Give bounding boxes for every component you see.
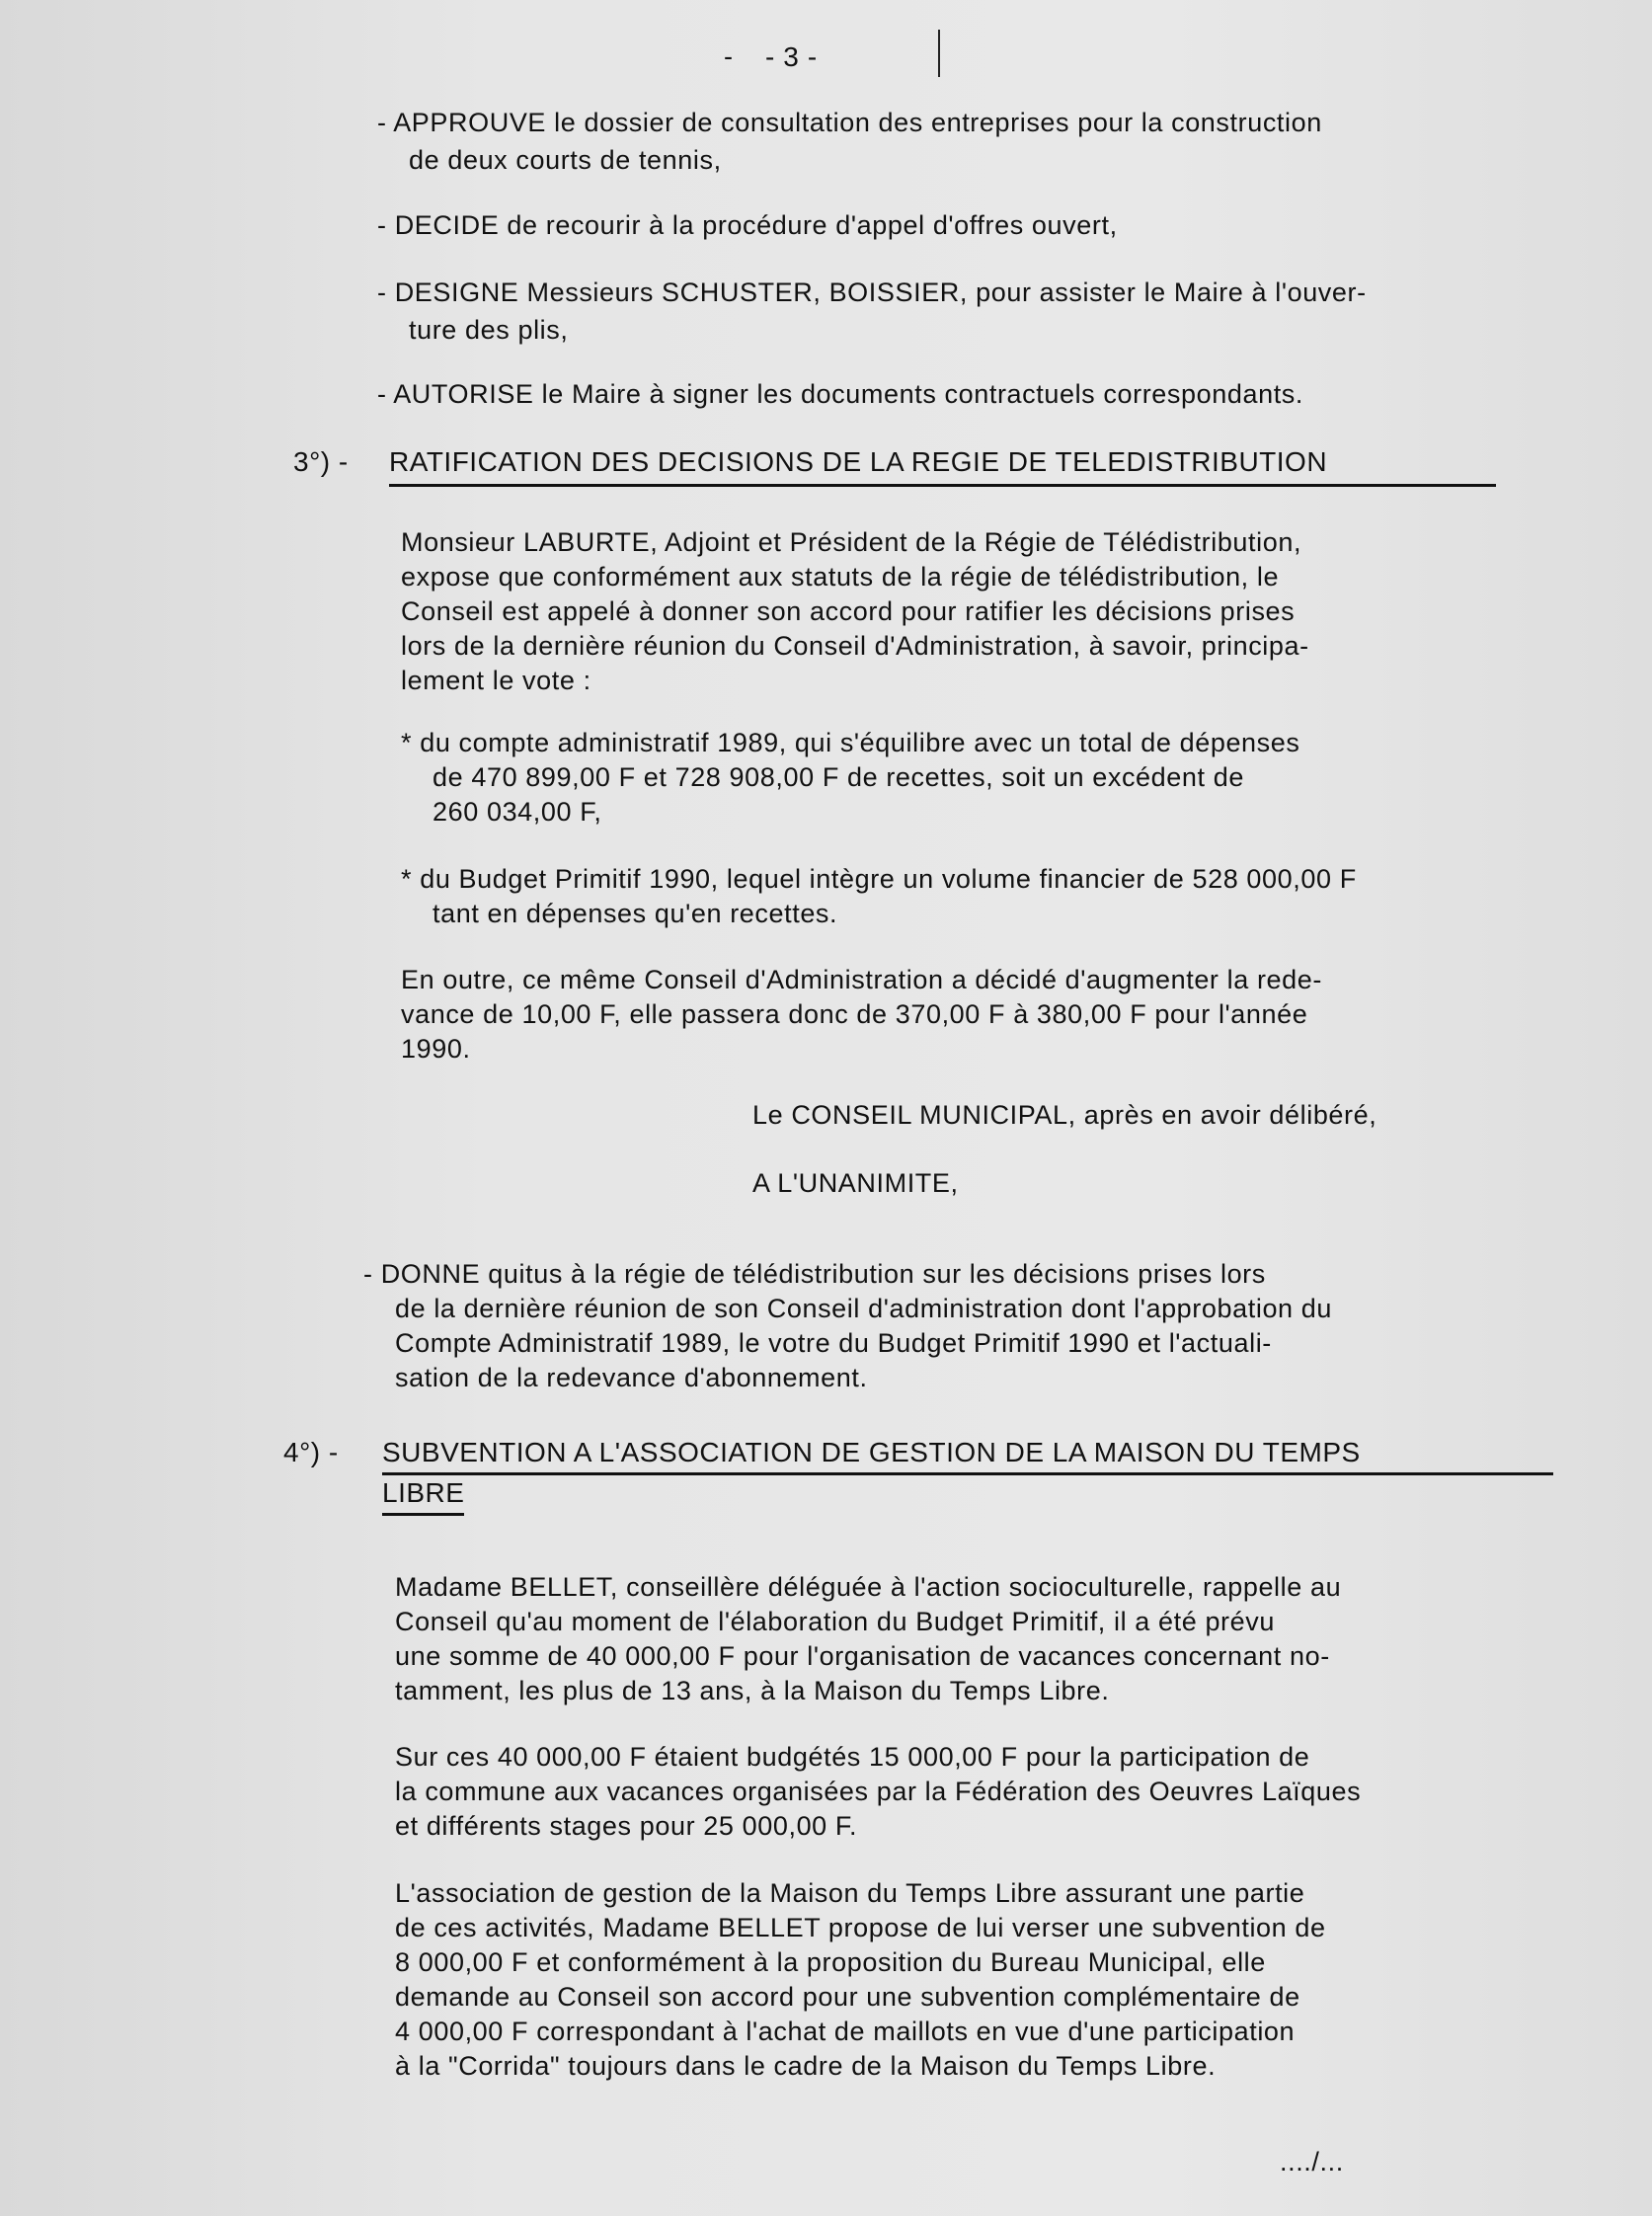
text-line: tamment, les plus de 13 ans, à la Maison du Temps Libre.	[395, 1676, 1110, 1705]
text-line: de ces activités, Madame BELLET propose de lui verser une subvention de	[395, 1913, 1326, 1942]
text-line: L'association de gestion de la Maison du Temps Libre assurant une partie	[395, 1878, 1305, 1908]
text-line: - DONNE quitus à la régie de télédistribution sur les décisions prises lors	[363, 1259, 1266, 1289]
text-line: En outre, ce même Conseil d'Administration a décidé d'augmenter la rede-	[401, 965, 1322, 994]
decision-decide	[377, 208, 1118, 243]
section-3-intro	[401, 525, 1309, 698]
section-3-title: RATIFICATION DES DECISIONS DE LA REGIE DE TELEDISTRIBUTION	[389, 444, 1496, 487]
text-line: expose que conformément aux statuts de la régie de télédistribution, le	[401, 562, 1280, 592]
text-line: tant en dépenses qu'en recettes.	[433, 899, 838, 928]
text-line: Conseil est appelé à donner son accord pour ratifier les décisions prises	[401, 596, 1296, 626]
text-line: demande au Conseil son accord pour une subvention complémentaire de	[395, 1982, 1300, 2012]
text-line: ture des plis,	[409, 315, 569, 345]
text-line: Compte Administratif 1989, le votre du Budget Primitif 1990 et l'actuali-	[395, 1328, 1272, 1358]
text-line: - APPROUVE le dossier de consultation des entreprises pour la construction	[377, 108, 1322, 137]
section-4-number: 4°) -	[283, 1437, 339, 1467]
section-3-number: 3°) -	[293, 446, 349, 477]
text-line: lors de la dernière réunion du Conseil d'Administration, à savoir, principa-	[401, 631, 1309, 661]
text-line: Monsieur LABURTE, Adjoint et Président de la Régie de Télédistribution,	[401, 527, 1302, 557]
title-line: SUBVENTION A L'ASSOCIATION DE GESTION DE LA MAISON DU TEMPS	[382, 1435, 1553, 1475]
text-line: Madame BELLET, conseillère déléguée à l'action socioculturelle, rappelle au	[395, 1572, 1342, 1602]
text-line: vance de 10,00 F, elle passera donc de 370,00 F à 380,00 F pour l'année	[401, 999, 1308, 1029]
text-line: et différents stages pour 25 000,00 F.	[395, 1811, 858, 1841]
text-line: 1990.	[401, 1034, 471, 1064]
title-line: LIBRE	[382, 1475, 464, 1516]
text-line: de la dernière réunion de son Conseil d'administration dont l'approbation du	[395, 1294, 1333, 1323]
text-line: * du compte administratif 1989, qui s'équilibre avec un total de dépenses	[401, 728, 1300, 757]
text-line: * du Budget Primitif 1990, lequel intègre un volume financier de 528 000,00 F	[401, 864, 1357, 894]
text-line: 4 000,00 F correspondant à l'achat de maillots en vue d'une participation	[395, 2017, 1296, 2046]
text-line: lement le vote :	[401, 666, 591, 695]
text-line: - DECIDE de recourir à la procédure d'appel d'offres ouvert,	[377, 210, 1118, 240]
text-line: Sur ces 40 000,00 F étaient budgétés 15 000,00 F pour la participation de	[395, 1742, 1310, 1772]
section-4-title	[382, 1435, 1553, 1516]
section-4-paragraph-2	[395, 1740, 1361, 1844]
page-number: - 3 -	[765, 41, 818, 72]
page-number-prefix: -	[724, 41, 734, 71]
conseil-deliberation: Le CONSEIL MUNICIPAL, après en avoir délibéré,	[752, 1100, 1377, 1130]
text-line: sation de la redevance d'abonnement.	[395, 1363, 868, 1392]
text-line: à la "Corrida" toujours dans le cadre de la Maison du Temps Libre.	[395, 2051, 1217, 2081]
section-4-paragraph-3	[395, 1876, 1326, 2084]
text-line: de 470 899,00 F et 728 908,00 F de recettes, soit un excédent de	[433, 762, 1244, 792]
text-line: - AUTORISE le Maire à signer les documents contractuels correspondants.	[377, 379, 1304, 409]
section-3-outre	[401, 963, 1322, 1067]
margin-mark	[938, 30, 940, 77]
text-line: Conseil qu'au moment de l'élaboration du Budget Primitif, il a été prévu	[395, 1607, 1275, 1636]
continuation-mark: ..../...	[1280, 2147, 1344, 2176]
decision-designe	[377, 276, 1367, 348]
section-4-paragraph-1	[395, 1570, 1341, 1708]
decision-approuve	[377, 106, 1322, 178]
text-line: de deux courts de tennis,	[409, 145, 722, 175]
text-line: une somme de 40 000,00 F pour l'organisation de vacances concernant no-	[395, 1641, 1330, 1671]
text-line: la commune aux vacances organisées par la Fédération des Oeuvres Laïques	[395, 1777, 1362, 1806]
unanimite: A L'UNANIMITE,	[752, 1168, 959, 1198]
decision-autorise	[377, 377, 1303, 412]
section-3-bullet-2	[401, 862, 1357, 931]
text-line: - DESIGNE Messieurs SCHUSTER, BOISSIER, pour assister le Maire à l'ouver-	[377, 277, 1367, 307]
text-line: 8 000,00 F et conformément à la proposition du Bureau Municipal, elle	[395, 1947, 1266, 1977]
text-line: 260 034,00 F,	[433, 797, 602, 827]
section-3-bullet-1	[401, 726, 1300, 830]
decision-donne	[363, 1257, 1332, 1395]
